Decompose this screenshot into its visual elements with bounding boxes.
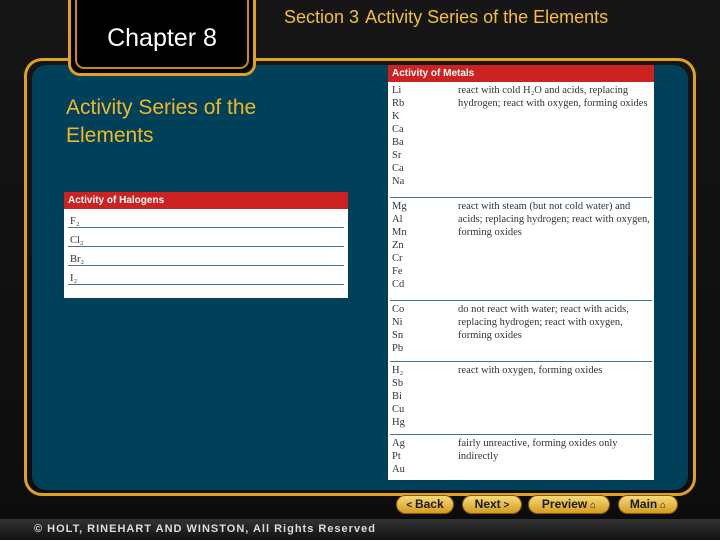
chapter-tab (68, 0, 256, 76)
section-title-text: Activity Series of the Elements (365, 7, 609, 27)
metal-group (390, 362, 652, 435)
copyright: © HOLT, RINEHART AND WINSTON, All Rights Reserved (34, 523, 376, 535)
halogen-row: F₂ (68, 209, 344, 228)
metal-group (390, 301, 652, 362)
halogens-table-title: Activity of Halogens (64, 192, 348, 209)
metals-table-title: Activity of Metals (388, 65, 654, 82)
metal-group-elements: H₂ Sb Bi Cu Hg (392, 365, 405, 428)
halogen-row: Cl₂ (68, 228, 344, 247)
section-title (284, 6, 704, 29)
chapter-title: Chapter 8 (107, 24, 217, 52)
back-label: Back (414, 497, 444, 511)
metal-group-description: react with steam (but not cold water) and acids; replacing hydrogen; react with oxygen, forming oxides (458, 201, 650, 238)
home-icon: ⌂ (657, 500, 667, 511)
halogens-table (64, 192, 348, 298)
halogen-row: I₂ (68, 266, 344, 285)
metal-group-description: fairly unreactive, forming oxides only indirectly (458, 438, 618, 462)
back-arrow-icon: < (406, 500, 415, 511)
halogen-row: Br₂ (68, 247, 344, 266)
next-arrow-icon: > (500, 500, 510, 511)
metal-group-description: react with cold H₂O and acids, replacing hydrogen; react with oxygen, forming oxides (458, 85, 648, 109)
metals-table (388, 65, 654, 480)
next-button[interactable] (462, 495, 522, 514)
page-heading: Activity Series of the Elements (66, 96, 257, 147)
preview-button[interactable] (528, 495, 610, 514)
home-icon: ⌂ (587, 500, 597, 511)
metal-group-description: react with oxygen, forming oxides (458, 365, 603, 376)
metal-group-elements: Li Rb K Ca Ba Sr Ca Na (392, 85, 405, 187)
metal-group (390, 82, 652, 198)
back-button[interactable] (396, 495, 454, 514)
main-button[interactable] (618, 495, 678, 514)
next-label: Next (474, 497, 501, 511)
section-label: Section 3 (284, 7, 360, 27)
metal-group-description: do not react with water; react with acids, replacing hydrogen; react with oxygen, forming oxides (458, 304, 629, 341)
metal-group-elements: Ag Pt Au (392, 438, 405, 475)
metal-group-elements: Co Ni Sn Pb (392, 304, 405, 354)
metal-group-elements: Mg Al Mn Zn Cr Fe Cd (392, 201, 407, 290)
main-label: Main (629, 497, 658, 511)
metal-group (390, 198, 652, 301)
preview-label: Preview (541, 497, 588, 511)
metal-group (390, 435, 652, 479)
